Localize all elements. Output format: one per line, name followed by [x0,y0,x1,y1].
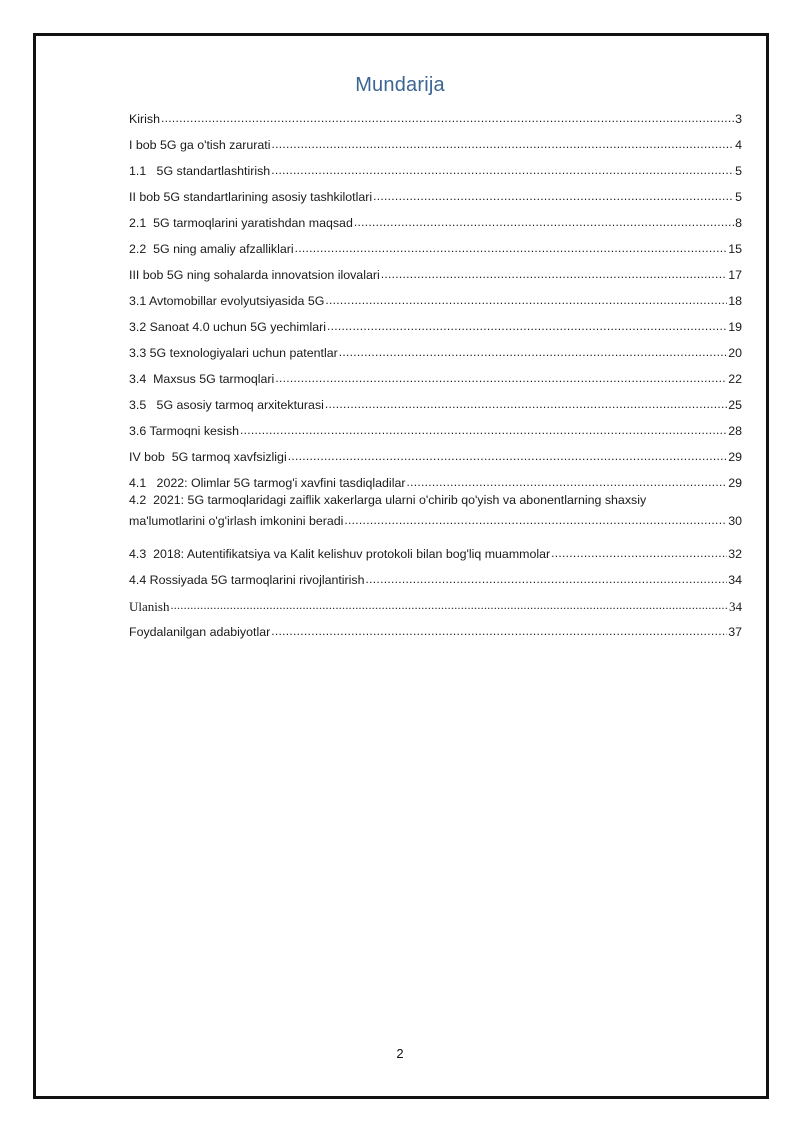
toc-entry-page: 18 [728,294,742,308]
toc-entry-page: 30 [728,514,742,528]
toc-entry-page: 20 [728,346,742,360]
toc-entry-text: II bob 5G standartlarining asosiy tashkilotlari [129,190,373,204]
toc-leader-dots [373,189,734,204]
toc-entry-page: 3 [735,112,742,126]
toc-entry-chapter-1[interactable] [129,127,742,153]
page-number: 2 [396,1046,404,1061]
toc-entry-text: 2.1 5G tarmoqlarini yaratishdan maqsad [129,216,353,230]
toc-entry-1-1[interactable] [129,153,742,179]
toc-entry-3-2[interactable] [129,309,742,335]
toc-entry-ulanish[interactable] [129,588,742,614]
toc-leader-dots [271,163,734,178]
toc-entry-kirish[interactable] [129,101,742,127]
toc-leader-dots [170,597,728,613]
toc-entry-page: 17 [728,268,742,282]
toc-leader-dots [406,475,727,490]
toc-leader-dots [381,267,727,282]
toc-entry-text: I bob 5G ga o'tish zarurati [129,138,271,152]
toc-entry-page: 28 [728,424,742,438]
table-of-contents [129,101,742,640]
toc-leader-dots [295,241,728,256]
toc-leader-dots [288,449,728,464]
toc-entry-page: 29 [728,476,742,490]
toc-entry-3-5[interactable] [129,387,742,413]
toc-entry-page: 22 [728,372,742,386]
toc-leader-dots [339,345,727,360]
toc-entry-text: IV bob 5G tarmoq xavfsizligi [129,450,287,464]
toc-entry-4-2[interactable] [129,491,742,536]
toc-entry-page: 5 [735,164,742,178]
toc-entry-2-2[interactable] [129,231,742,257]
toc-entry-text: 3.5 5G asosiy tarmoq arxitekturasi [129,398,324,412]
toc-entry-4-1[interactable] [129,465,742,491]
toc-leader-dots [271,624,727,639]
toc-entry-text: III bob 5G ning sohalarda innovatsion ilovalari [129,268,380,282]
toc-entry-text: Ulanish [129,599,170,614]
toc-entry-text: 4.4 Rossiyada 5G tarmoqlarini rivojlantirish [129,573,365,587]
toc-entry-text: 3.1 Avtomobillar evolyutsiyasida 5G [129,294,325,308]
toc-leader-dots [325,293,727,308]
toc-entry-text: Foydalanilgan adabiyotlar [129,625,271,639]
toc-entry-4-3[interactable] [129,536,742,562]
toc-leader-dots [354,215,734,230]
toc-entry-chapter-2[interactable] [129,179,742,205]
toc-entry-page: 34 [728,573,742,587]
toc-entry-chapter-3[interactable] [129,257,742,283]
toc-entry-page: 37 [728,625,742,639]
toc-leader-dots [366,572,728,587]
toc-entry-3-3[interactable] [129,335,742,361]
toc-entry-text: 3.6 Tarmoqni kesish [129,424,239,438]
toc-entry-references[interactable] [129,614,742,640]
toc-entry-text: 3.4 Maxsus 5G tarmoqlari [129,372,275,386]
toc-entry-text: 1.1 5G standartlashtirish [129,164,271,178]
toc-leader-dots [325,397,727,412]
toc-entry-text: 3.3 5G texnologiyalari uchun patentlar [129,346,338,360]
toc-entry-text: 2.2 5G ning amaliy afzalliklari [129,242,294,256]
toc-entry-page: 5 [735,190,742,204]
toc-entry-text-continued: ma'lumotlarini o'g'irlash imkonini beradi [129,514,344,528]
toc-entry-3-1[interactable] [129,283,742,309]
toc-leader-dots [240,423,727,438]
toc-entry-page: 19 [728,320,742,334]
toc-entry-2-1[interactable] [129,205,742,231]
toc-entry-text: Kirish [129,112,160,126]
toc-entry-page: 34 [729,599,742,614]
toc-entry-continuation [129,514,742,529]
toc-leader-dots [272,137,735,152]
toc-entry-4-4[interactable] [129,562,742,588]
toc-entry-3-4[interactable] [129,361,742,387]
toc-entry-text: 3.2 Sanoat 4.0 uchun 5G yechimlari [129,320,326,334]
toc-entry-3-6[interactable] [129,413,742,439]
toc-entry-text: 4.1 2022: Olimlar 5G tarmog'i xavfini tasdiqladilar [129,476,406,490]
toc-entry-page: 32 [728,547,742,561]
toc-entry-page: 15 [728,242,742,256]
toc-entry-chapter-4[interactable] [129,439,742,465]
toc-entry-page: 8 [735,216,742,230]
toc-title: Mundarija [355,74,445,96]
toc-entry-page: 29 [728,450,742,464]
toc-entry-page: 4 [735,138,742,152]
toc-leader-dots [275,371,727,386]
toc-entry-page: 25 [728,398,742,412]
toc-entry-text: 4.3 2018: Autentifikatsiya va Kalit kelishuv protokoli bilan bog'liq muammolar [129,547,551,561]
toc-leader-dots [344,513,727,528]
toc-leader-dots [161,111,734,126]
toc-entry-text: 4.2 2021: 5G tarmoqlaridagi zaiflik xakerlarga ularni o'chirib qo'yish va abonentlarning shaxsiy [129,493,647,507]
toc-leader-dots [551,546,727,561]
toc-leader-dots [327,319,727,334]
